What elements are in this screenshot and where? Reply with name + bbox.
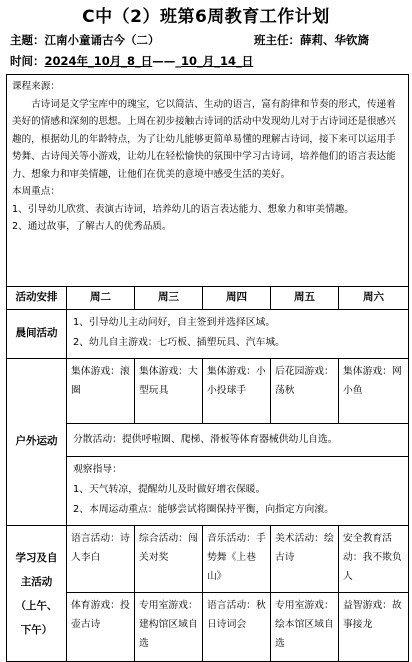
theme-label: 主题： (10, 33, 45, 47)
outdoor-game-wed: 集体游戏：大型玩具 (135, 359, 203, 424)
morning-label: 晨间活动 (7, 310, 67, 359)
focus-item: 1、引导幼儿欣赏、表演古诗词，培养幼儿的语言表达能力、想象力和审美情趣。 (12, 203, 354, 215)
page-title: C中（2）班第6周教育工作计划 (82, 7, 330, 27)
outdoor-game-thu: 集体游戏：小小投球手 (203, 359, 271, 424)
time-end: 10_月_14_日 (181, 54, 254, 68)
study-row2-thu: 语言活动：秋日诗词会 (203, 593, 271, 662)
study-label (7, 526, 67, 662)
outdoor-game-tue: 集体游戏：滚圈 (67, 359, 135, 424)
study-label-line: 主活动 (20, 575, 53, 588)
study-row1-sat: 安全教育活动：我不欺负人 (339, 526, 409, 593)
header-wed: 周三 (135, 287, 203, 310)
morning-line: 1、引导幼儿主动问好，自主签到并选择区域。 (73, 317, 276, 328)
observation-line: 1、天气转凉，提醒幼儿及时做好增衣保暖。 (73, 484, 266, 495)
outdoor-observation (67, 457, 409, 526)
study-row2-fri: 专用室游戏：绘本馆区域自选 (271, 593, 339, 662)
study-row2-tue: 体育游戏：投壶古诗 (67, 593, 135, 662)
observation-heading: 观察指导： (73, 464, 122, 475)
header-tue: 周二 (67, 287, 135, 310)
focus-item: 2、通过故事，了解古人的优秀品质。 (12, 221, 172, 232)
outdoor-game-sat: 集体游戏：网小鱼 (339, 359, 409, 424)
header-sat: 周六 (339, 287, 409, 310)
study-row1-thu: 音乐活动：手势舞《上巷山》 (203, 526, 271, 593)
header-fri: 周五 (271, 287, 339, 310)
outdoor-scattered: 分散活动：提供呼啦圈、爬梯、滑板等体育器械供幼儿自选。 (67, 424, 409, 457)
header-activity: 活动安排 (7, 287, 67, 310)
observation-line: 2、本周运动重点：能够尝试将圈保持平衡，向指定方向滚。 (73, 504, 334, 515)
study-row2-sat: 益智游戏：故事接龙 (339, 593, 409, 662)
background-paragraph: 古诗词是文学宝库中的瑰宝，它以简洁、生动的语言，富有韵律和节奏的形式，传递着美好的情感和深刻的思想。上周在初步接触古诗词的活动中发现幼儿对于古诗词还是很感兴趣的，根据幼儿的年龄特点，为了让幼儿能够更简单易懂的理解古诗词，接下来可以运用手势舞、古诗闯关等小游戏，让幼儿在轻松愉快的氛围中学习古诗词，培养他们的语言表达能力、想象力和审美情趣，让他们在优美的意境中感受生活的美好。 (12, 98, 396, 180)
theme (10, 32, 160, 48)
study-label-line: 下午） (20, 623, 53, 636)
teacher-label: 班主任： (254, 33, 300, 47)
study-label-line: （上午、 (15, 599, 58, 612)
time-start: 2024年_10月_8_日 (44, 54, 153, 68)
focus-heading: 本周重点： (12, 186, 60, 197)
time-sep: ——_ (152, 54, 182, 68)
background-heading: 课程来源： (12, 81, 60, 92)
study-row2-wed: 专用室游戏：建构馆区域自选 (135, 593, 203, 662)
time (10, 53, 253, 69)
morning-content (67, 310, 409, 359)
header-thu: 周四 (203, 287, 271, 310)
study-row1-tue: 语言活动：诗人李白 (67, 526, 135, 593)
study-label-line: 学习及自 (15, 551, 58, 564)
morning-line: 2、幼儿自主游戏：七巧板、插塑玩具、汽车城。 (73, 337, 285, 348)
theme-value: 江南小童诵古今（二） (44, 33, 160, 47)
outdoor-label: 户外运动 (7, 359, 67, 526)
outdoor-game-fri: 后花园游戏：荡秋 (271, 359, 339, 424)
background-cell (7, 75, 409, 287)
plan-table (6, 74, 409, 662)
study-row1-wed: 综合活动：闯关对奖 (135, 526, 203, 593)
teacher (254, 32, 369, 48)
time-label: 时间： (10, 54, 45, 68)
teacher-value: 薛莉、华钦旖 (300, 33, 369, 47)
study-row1-fri: 美术活动：绘古诗 (271, 526, 339, 593)
